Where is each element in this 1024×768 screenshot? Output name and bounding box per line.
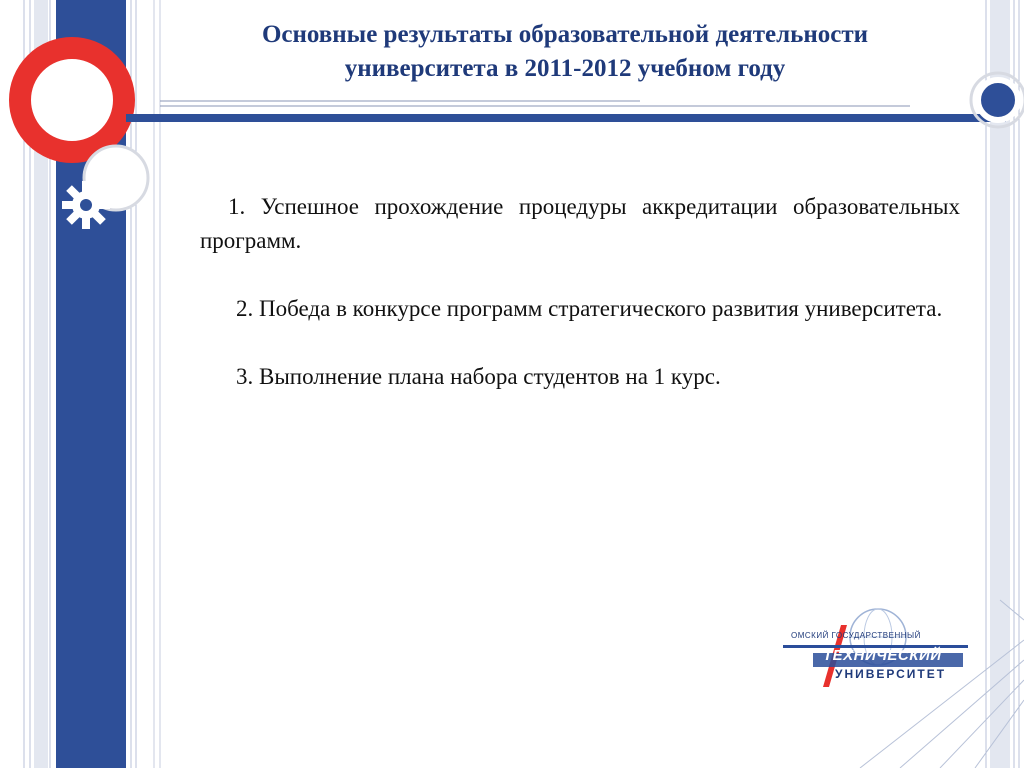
results-list <box>200 190 960 428</box>
university-logo <box>783 607 973 692</box>
list-item: 2. Победа в конкурсе программ стратегического развития университета. <box>236 296 943 321</box>
slide-title-line-1: Основные результаты образовательной деятельности <box>261 21 869 48</box>
logo-text-line-2: ТЕХНИЧЕСКИЙ <box>823 647 942 664</box>
slide-title <box>170 18 960 86</box>
list-item: 3. Выполнение плана набора студентов на 1 курс. <box>236 364 721 389</box>
list-item: 1. Успешное прохождение процедуры аккредитации образовательных программ. <box>200 194 960 253</box>
logo-text-line-1: ОМСКИЙ ГОСУДАРСТВЕННЫЙ <box>791 631 921 640</box>
slide-title-line-2: университета в 2011-2012 учебном году <box>344 55 786 82</box>
logo-text-line-3: УНИВЕРСИТЕТ <box>835 667 947 681</box>
